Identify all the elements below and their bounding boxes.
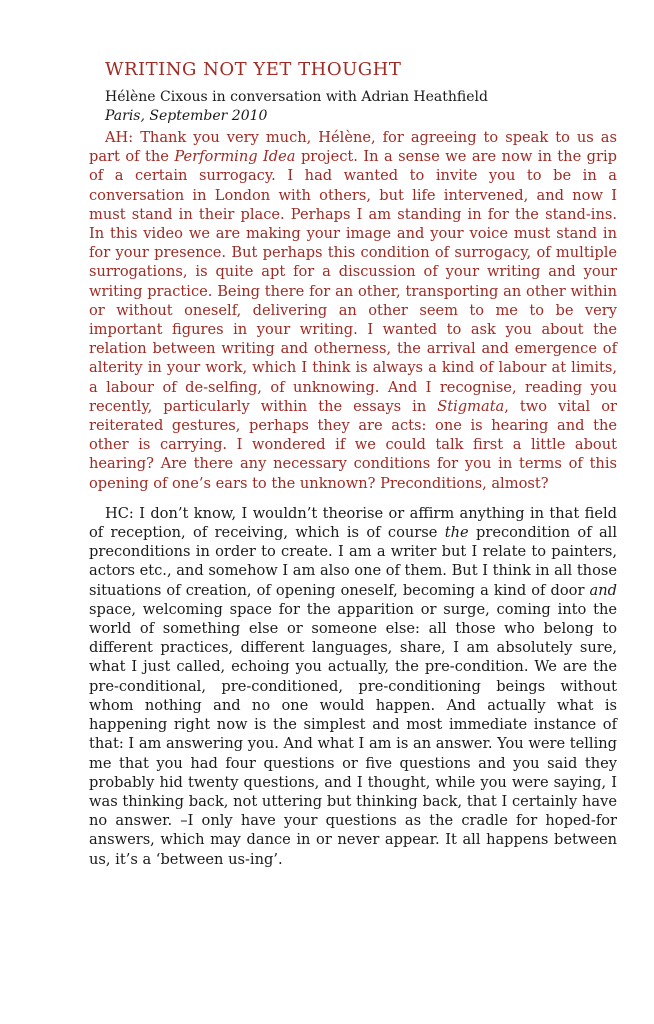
page-title: WRITING NOT YET THOUGHT [105,59,402,80]
ah-text-1: AH: Thank you very much, Hélène, for agreeing to speak to us as part of the [89,129,617,166]
ah-text-2: project. In a sense we are now in the grip of a certain surrogacy. I had wanted to invite you to be in a conversation in London with others, but life intervened, and now I must stand in their place. Perhaps I am standing in for the stand-ins. In this video we are making your image and your voice must stand in for your presence. But perhaps this condition of surrogacy, of multiple surrogations, is quite apt for a discussion of your writing and your writing practice. Being there for an other, transporting an other within or without oneself, delivering an other seem to me to be very important figures in your writing. I wanted to ask you about the relation between writing and otherness, the arrival and emergence of alterity in your work, which I think is always a kind of labour at limits, a labour of de-selfing, of unknowing. And I recognise, reading you recently, particularly within the essays in [89,148,618,415]
page [89,58,617,869]
dateline: Paris, September 2010 [105,108,268,124]
paragraph-hc [89,504,617,869]
hc-text-2: precondition of all preconditions in order to create. I am a writer but I relate to painters, actors etc., and somehow I am also one of them. But I think in all those situations of creation, of opening oneself, becoming a kind of door [89,524,617,599]
paragraph-ah [89,128,617,493]
ah-italic-performing-idea: Performing Idea [174,148,296,166]
hc-text-1: HC: I don’t know, I wouldn’t theorise or affirm anything in that field of reception, of receiving, which is of course [89,504,617,542]
hc-italic-and: and [589,581,617,599]
page-subtitle: Hélène Cixous in conversation with Adrian Heathfield [105,89,488,105]
ah-italic-stigmata: Stigmata [437,397,505,415]
hc-italic-the: the [444,524,469,542]
hc-text-3: space, welcoming space for the apparition or surge, coming into the world of something else or someone else: all those who belong to different practices, different languages, share, I am absolutely sure, what I just called, echoing you actually, the pre-condition. We are the pre-conditional, pre-conditioned, pre-conditioning beings without whom nothing and no one would happen. And actually what is happening right now is the simplest and most immediate instance of that: I am answering you. And what I am is an answer. You were telling me that you had four questions or five questions and you said they probably hid twenty questions, and I thought, while you were saying, I was thinking back, not uttering but thinking back, that I certainly have no answer. –I only have your questions as the cradle for hoped-for answers, which may dance in or never appear. It all happens between us, it’s a ‘between us-ing’. [89,600,617,868]
ah-text-3: , two vital or reiterated gestures, perhaps they are acts: one is hearing and the other is carrying. I wondered if we could talk first a little about hearing? Are there any necessary conditions for you in terms of this opening of one’s ears to the unknown? Preconditions, almost? [89,397,617,492]
